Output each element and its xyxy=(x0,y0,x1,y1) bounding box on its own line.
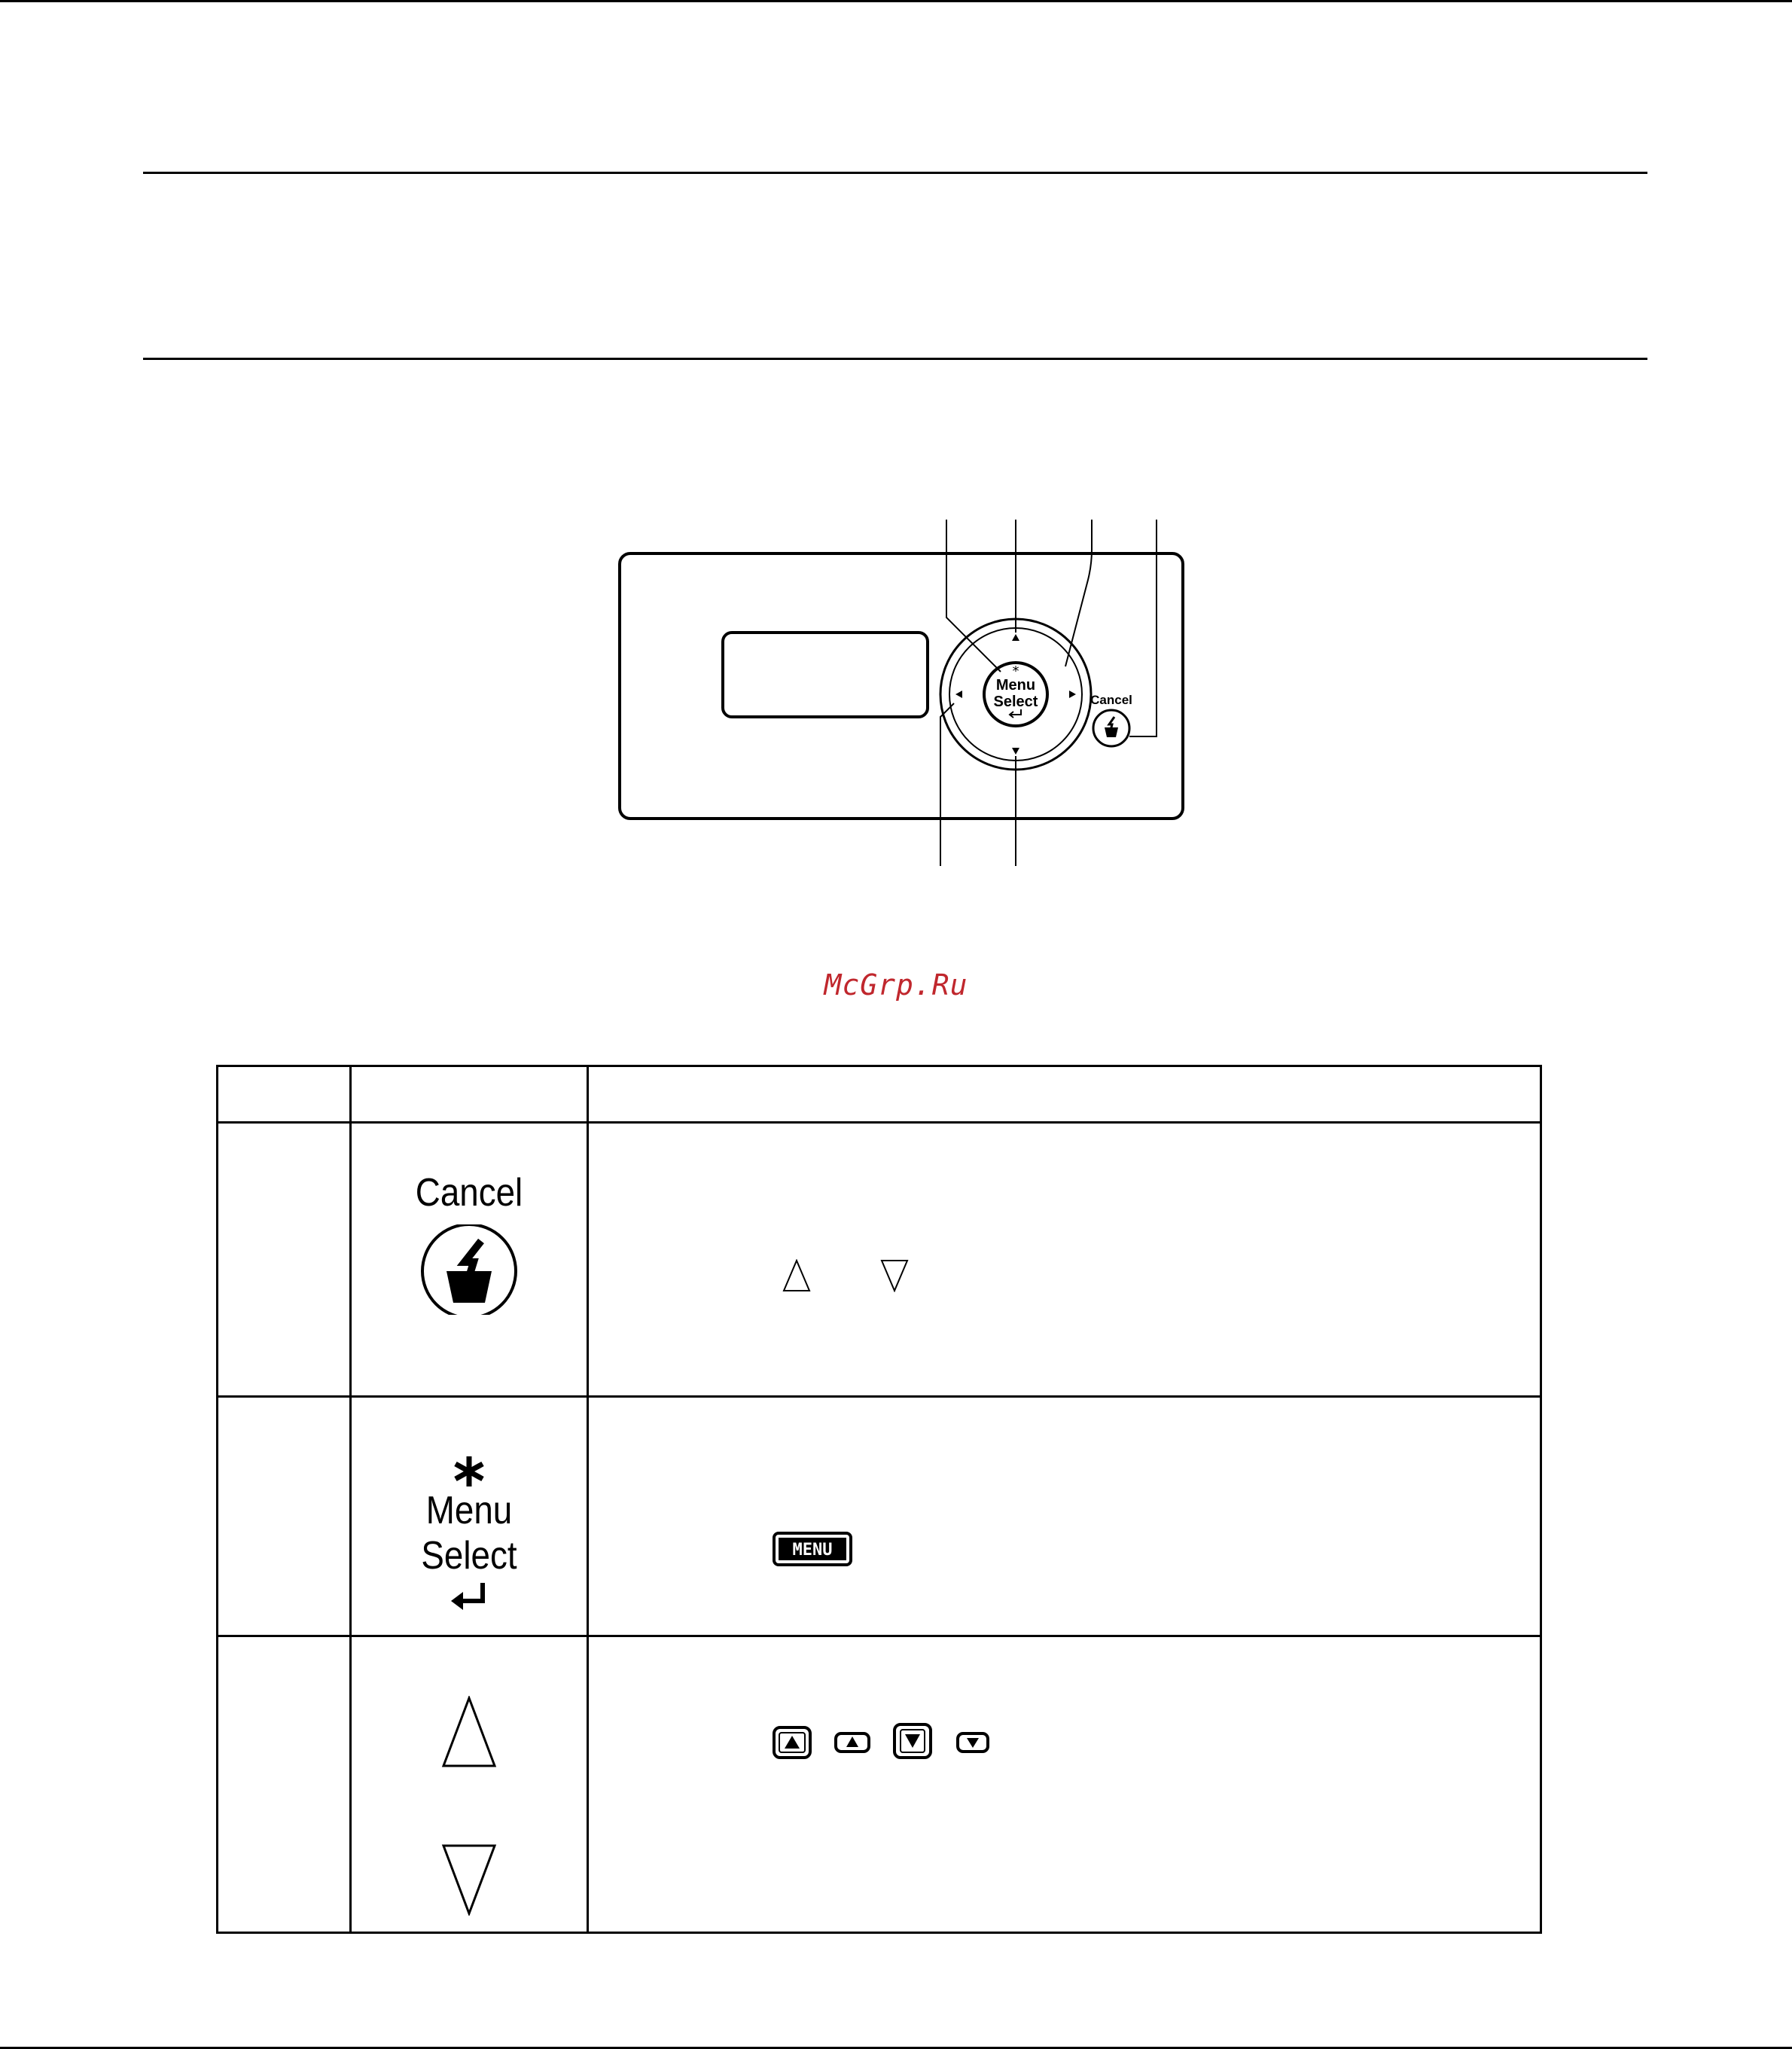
down-triangle-icon xyxy=(880,1259,909,1292)
star-icon xyxy=(453,1455,486,1488)
cancel-description-cell xyxy=(588,1123,1541,1397)
enter-icon xyxy=(448,1581,490,1611)
menu-star-icon: * xyxy=(1012,663,1019,679)
down-small-icon xyxy=(956,1732,989,1753)
select-key-label: Select xyxy=(421,1533,517,1578)
cancel-icon xyxy=(419,1224,519,1315)
header-cell-key xyxy=(351,1066,588,1123)
table-row xyxy=(218,1396,1541,1636)
header-rule-top xyxy=(143,172,1647,174)
table-row xyxy=(218,1123,1541,1397)
table-row xyxy=(218,1636,1541,1933)
header-cell-function xyxy=(588,1066,1541,1123)
row-number-cell xyxy=(218,1636,351,1933)
cancel-key-label: Cancel xyxy=(415,1171,523,1215)
cancel-key-cell xyxy=(351,1123,588,1397)
header-rule-bottom xyxy=(143,358,1647,360)
menu-key-label: Menu xyxy=(425,1488,513,1532)
header-cell-number xyxy=(218,1066,351,1123)
table-header-row xyxy=(218,1066,1541,1123)
menu-select-button[interactable] xyxy=(984,663,1047,726)
watermark: McGrp.Ru xyxy=(824,968,968,1002)
panel-frame xyxy=(620,553,1183,819)
lcd-display xyxy=(723,633,928,717)
control-panel-diagram xyxy=(617,520,1190,866)
menu-description-cell xyxy=(588,1396,1541,1636)
top-rule xyxy=(0,0,1792,2)
select-label: Select xyxy=(993,694,1038,710)
cancel-label: Cancel xyxy=(1090,693,1132,707)
row-number-cell xyxy=(218,1123,351,1397)
down-triangle-icon xyxy=(441,1843,497,1916)
up-down-key-cell xyxy=(351,1636,588,1933)
left-arrow-icon xyxy=(955,691,962,698)
down-filled-icon xyxy=(893,1723,932,1759)
up-filled-icon xyxy=(773,1726,812,1759)
up-arrow-icon xyxy=(1012,634,1019,641)
cancel-button[interactable] xyxy=(1090,693,1132,746)
menu-label: Menu xyxy=(995,677,1036,694)
up-small-icon xyxy=(834,1732,870,1753)
keys-table xyxy=(216,1065,1542,1934)
menu-lcd-icon xyxy=(773,1532,852,1566)
menu-select-key-cell xyxy=(351,1396,588,1636)
right-arrow-icon xyxy=(1069,691,1076,698)
up-triangle-icon xyxy=(782,1259,811,1292)
row-number-cell xyxy=(218,1396,351,1636)
up-triangle-icon xyxy=(441,1696,497,1768)
down-arrow-icon xyxy=(1012,748,1019,755)
svg-text:MENU: MENU xyxy=(792,1540,833,1560)
up-down-description-cell xyxy=(588,1636,1541,1933)
